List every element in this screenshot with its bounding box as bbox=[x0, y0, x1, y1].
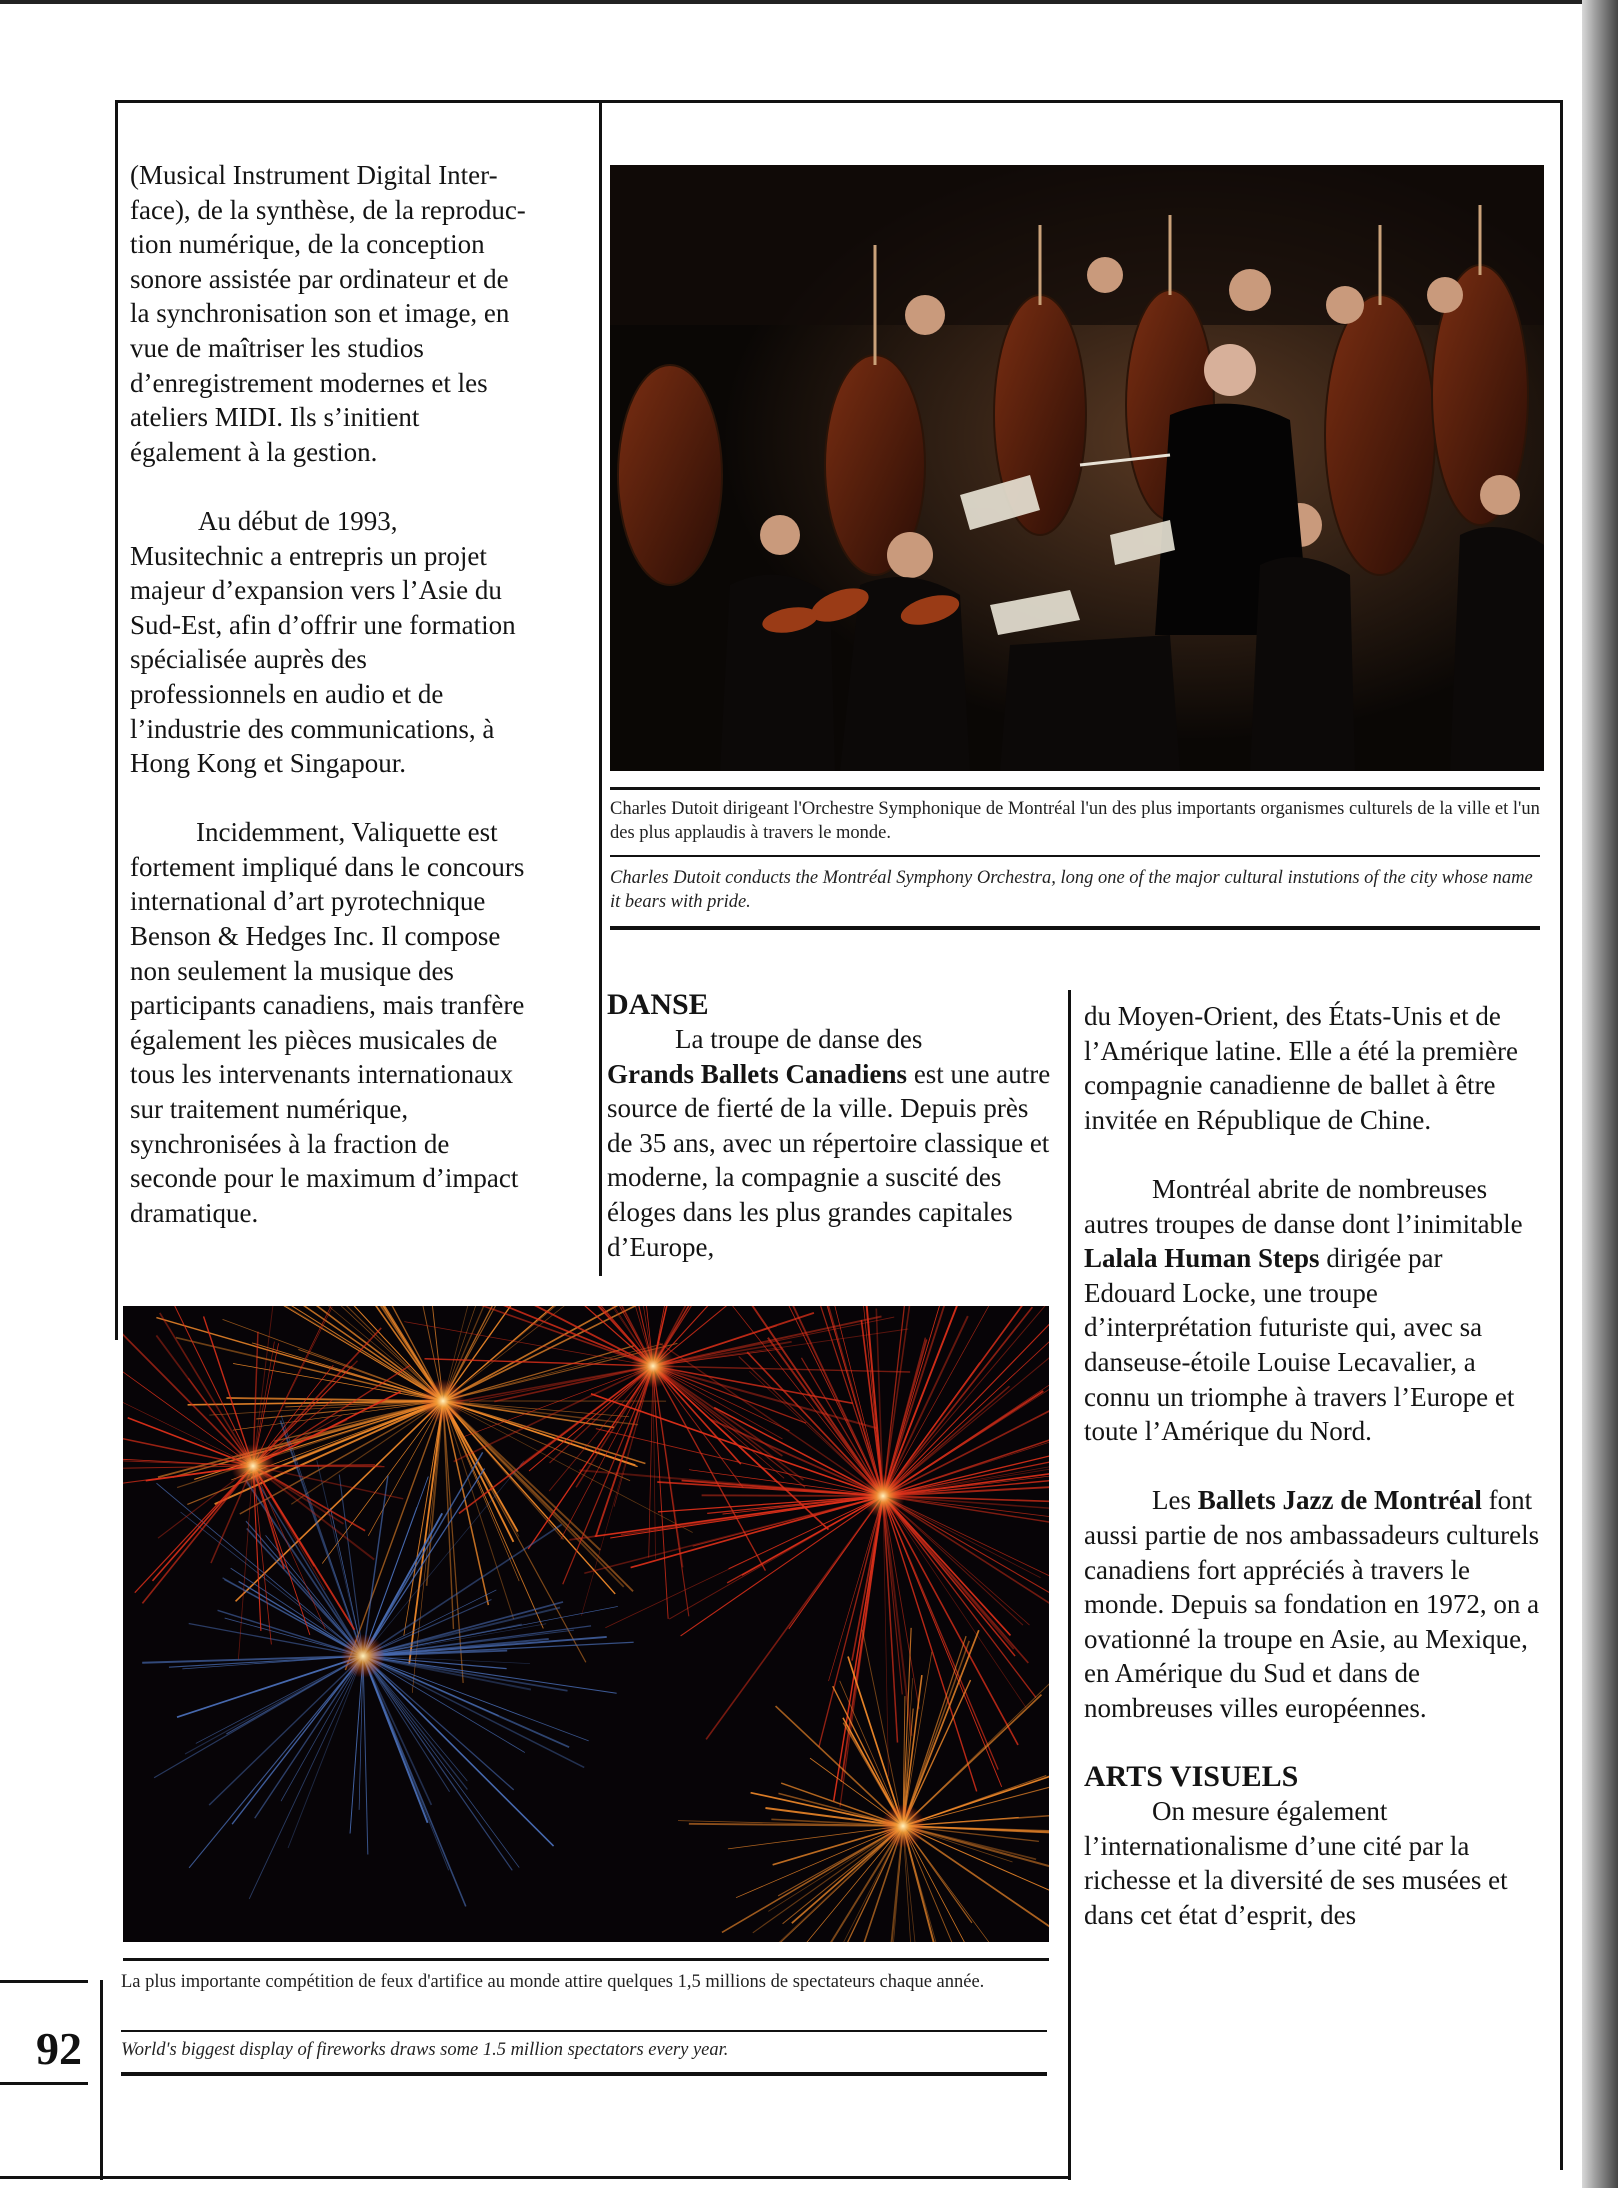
firework-burst-center bbox=[631, 1344, 675, 1388]
bottom-scan-rule bbox=[0, 2176, 1070, 2179]
fireworks-caption-mid-rule bbox=[121, 2030, 1047, 2032]
left-line: international d’art pyrotechnique bbox=[130, 886, 486, 917]
firework-burst-center bbox=[231, 1444, 275, 1488]
left-line: Benson & Hedges Inc. Il compose bbox=[130, 921, 501, 952]
orchestra-caption-fr: Charles Dutoit dirigeant l'Orchestre Symphonique de Montréal l'un des plus importants organismes culturels de la ville et l'un des plus applaudis à travers le monde. bbox=[610, 799, 1540, 843]
firework-streak bbox=[702, 1495, 883, 1496]
firework-burst-center bbox=[341, 1634, 385, 1678]
left-line: Hong Kong et Singapour. bbox=[130, 748, 406, 779]
fireworks-caption-en: World's biggest display of fireworks draws some 1.5 million spectators every year. bbox=[121, 2040, 729, 2060]
left-line: non seulement la musique des bbox=[130, 955, 454, 986]
left-line: d’enregistrement modernes et les bbox=[130, 367, 488, 398]
left-line: seconde pour le maximum d’impact bbox=[130, 1163, 519, 1194]
top-scan-edge bbox=[0, 0, 1618, 4]
right-p2-text-b: dirigée par Edouard Locke, une troupe d’interprétation futuriste qui, avec sa danseuse-étoile Louise Lecavalier, a connu un triomphe à travers l’Europe et toute l’Amérique du Nord. bbox=[1084, 1243, 1515, 1447]
right-p2-bold: Lalala Human Steps bbox=[1084, 1243, 1320, 1274]
left-line: Au début de 1993, bbox=[198, 505, 398, 536]
fireworks-photo bbox=[123, 1306, 1049, 1942]
left-line: tion numérique, de la conception bbox=[130, 229, 485, 260]
danse-text-a: La troupe de danse des bbox=[675, 1024, 923, 1054]
orchestra-photo bbox=[610, 165, 1544, 771]
right-p2-text-a: Montréal abrite de nombreuses autres troupes de danse dont l’inimitable bbox=[1084, 1173, 1523, 1239]
left-line: Musitechnic a entrepris un projet bbox=[130, 540, 487, 571]
fireworks-caption-top-rule bbox=[123, 1958, 1049, 1961]
fireworks-caption-fr: La plus importante compétition de feux d'artifice au monde attire quelques 1,5 millions de spectateurs chaque année. bbox=[121, 1972, 985, 1992]
left-line: vue de maîtriser les studios bbox=[130, 332, 424, 363]
right-paragraph-2 bbox=[1084, 1172, 1540, 1449]
orchestra-caption-top-rule bbox=[610, 787, 1540, 790]
right-p3-text-a: Les bbox=[1152, 1485, 1198, 1516]
left-line: également à la gestion. bbox=[130, 436, 378, 467]
left-line: Sud-Est, afin d’offrir une formation bbox=[130, 609, 516, 640]
page-number: 92 bbox=[36, 2023, 82, 2074]
orchestra-photo-graphic bbox=[610, 165, 1544, 771]
danse-text-b: est une autre source de fierté de la ville. Depuis près de 35 ans, avec un répertoire classique et moderne, la compagnie a suscité des éloges dans les plus grandes capitales d’Europe, bbox=[607, 1058, 1051, 1262]
right-text-column bbox=[1084, 999, 1540, 1932]
right-p3-bold: Ballets Jazz de Montréal bbox=[1197, 1485, 1482, 1516]
page-number-top-rule bbox=[0, 1980, 88, 1983]
left-line: spécialisée auprès des bbox=[130, 644, 367, 675]
frame-left-rule bbox=[115, 100, 118, 1340]
orchestra-caption-mid-rule bbox=[610, 855, 1540, 857]
right-paragraph-4: On mesure également l’internationalisme d’une cité par la richesse et la diversité de ses musées et dans cet état d’esprit, des bbox=[1084, 1796, 1508, 1930]
left-line: face), de la synthèse, de la reproduc- bbox=[130, 194, 526, 225]
left-line: (Musical Instrument Digital Inter- bbox=[130, 160, 498, 190]
left-line: tous les intervenants internationaux bbox=[130, 1059, 514, 1090]
column-divider-danse bbox=[1068, 990, 1071, 2180]
danse-paragraph bbox=[607, 1022, 1059, 1264]
firework-burst-center bbox=[861, 1474, 905, 1518]
right-paragraph-1: du Moyen-Orient, des États-Unis et de l’Amérique latine. Elle a été la première compagnie canadienne de ballet à être invitée en République de Chine. bbox=[1084, 1001, 1519, 1135]
left-line: fortement impliqué dans le concours bbox=[130, 851, 525, 882]
danse-section bbox=[607, 988, 1059, 1264]
left-line: la synchronisation son et image, en bbox=[130, 298, 510, 329]
frame-right-rule bbox=[1560, 100, 1563, 2170]
left-line: dramatique. bbox=[130, 1197, 259, 1228]
orchestra-caption-bottom-rule bbox=[610, 926, 1540, 930]
frame-left-rule-lower bbox=[100, 1980, 103, 2180]
right-paragraph-3 bbox=[1084, 1483, 1540, 1725]
right-p3-text-b: font aussi partie de nos ambassadeurs culturels canadiens fort appréciés à travers le monde. Depuis sa fondation en 1972, on a ovationné la troupe en Asie, au Mexique, en Amérique du Sud et dans de nombreuses villes européennes. bbox=[1084, 1485, 1540, 1723]
left-line: l’industrie des communications, à bbox=[130, 713, 495, 744]
frame-top-rule bbox=[115, 100, 1562, 103]
orchestra-caption-en: Charles Dutoit conducts the Montréal Symphony Orchestra, long one of the major cultural instutions of the city whose name it bears with pride. bbox=[610, 868, 1533, 912]
left-line: participants canadiens, mais tranfère bbox=[130, 990, 525, 1021]
fireworks-caption-bottom-rule bbox=[121, 2072, 1047, 2076]
danse-heading: DANSE bbox=[607, 988, 709, 1021]
left-line: sur traitement numérique, bbox=[130, 1094, 409, 1125]
left-line: majeur d’expansion vers l’Asie du bbox=[130, 575, 502, 606]
page-number-bottom-rule bbox=[0, 2082, 88, 2085]
left-line: également les pièces musicales de bbox=[130, 1024, 498, 1055]
left-line: sonore assistée par ordinateur et de bbox=[130, 263, 509, 294]
left-line: ateliers MIDI. Ils s’initient bbox=[130, 402, 420, 433]
firework-burst-center bbox=[881, 1804, 925, 1848]
left-text-column bbox=[130, 158, 590, 1230]
left-line: Incidemment, Valiquette est bbox=[196, 817, 498, 848]
column-divider-upper bbox=[599, 100, 602, 1276]
fireworks-photo-graphic bbox=[123, 1306, 1049, 1942]
right-scan-edge bbox=[1582, 0, 1618, 2188]
left-line: synchronisées à la fraction de bbox=[130, 1128, 450, 1159]
left-line: professionnels en audio et de bbox=[130, 678, 444, 709]
danse-bold-company: Grands Ballets Canadiens bbox=[607, 1058, 908, 1089]
arts-visuels-heading: ARTS VISUELS bbox=[1084, 1760, 1299, 1794]
